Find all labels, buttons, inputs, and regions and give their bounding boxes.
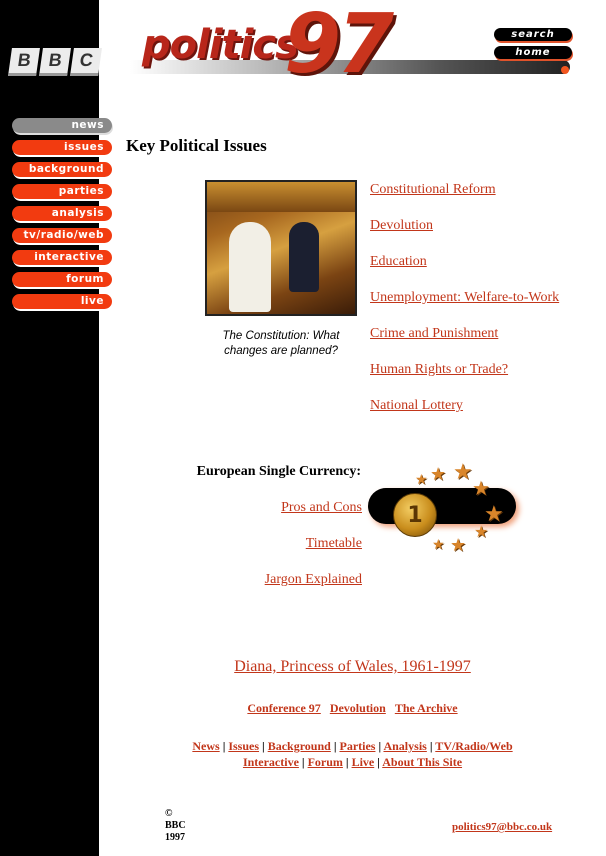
issue-link-crime[interactable]: Crime and Punishment [370, 326, 499, 341]
star-icon: ★ [415, 473, 428, 488]
bottom-link-parties[interactable]: Parties [339, 739, 376, 753]
copyright-year: 1997 [165, 832, 185, 843]
currency-link-jargon[interactable]: Jargon Explained [264, 572, 362, 587]
bbc-letter-b1: B [8, 48, 40, 76]
star-icon: ★ [484, 501, 504, 526]
copyright-owner: BBC [165, 820, 186, 831]
sub-link-archive[interactable]: The Archive [394, 701, 458, 715]
photo-caption: The Constitution: What changes are planned? [222, 330, 340, 357]
nav-tv-radio-web[interactable]: tv/radio/web [12, 228, 112, 243]
euro-coin-icon: 1 [393, 493, 437, 537]
currency-link-pros-cons[interactable]: Pros and Cons [281, 500, 362, 515]
issue-link-constitutional-reform[interactable]: Constitutional Reform [370, 182, 496, 197]
bottom-link-tv-radio-web[interactable]: TV/Radio/Web [435, 739, 513, 753]
star-icon: ★ [430, 464, 447, 484]
throne-canopy [207, 182, 357, 212]
issue-link-national-lottery[interactable]: National Lottery [370, 398, 463, 413]
star-icon: ★ [453, 459, 473, 484]
page-title: Key Political Issues [126, 136, 267, 155]
currency-heading: European Single Currency: [196, 464, 361, 479]
email-link[interactable]: politics97@bbc.co.uk [452, 821, 553, 833]
bbc-letter-b2: B [39, 48, 71, 76]
star-icon: ★ [474, 524, 489, 541]
bottom-link-news[interactable]: News [192, 739, 220, 753]
copyright-symbol: © [165, 808, 173, 819]
nav-live[interactable]: live [12, 294, 112, 309]
sub-links [99, 701, 606, 716]
issue-link-human-rights[interactable]: Human Rights or Trade? [370, 362, 509, 377]
star-icon: ★ [432, 538, 445, 553]
issue-link-unemployment[interactable]: Unemployment: Welfare-to-Work [370, 290, 560, 305]
nav-background[interactable]: background [12, 162, 112, 177]
nav-issues[interactable]: issues [12, 140, 112, 155]
bottom-link-background[interactable]: Background [267, 739, 331, 753]
star-icon: ★ [472, 478, 490, 500]
queen-figure [229, 222, 271, 312]
currency-link-timetable[interactable]: Timetable [305, 536, 362, 551]
site-logo-politics: politics [142, 22, 298, 68]
nav-interactive[interactable]: interactive [12, 250, 112, 265]
bbc-letter-c: C [70, 48, 102, 76]
duke-figure [289, 222, 319, 292]
bottom-link-analysis[interactable]: Analysis [383, 739, 427, 753]
orange-dot-icon [561, 66, 569, 74]
issue-link-devolution[interactable]: Devolution [370, 218, 433, 233]
sub-link-devolution[interactable]: Devolution [329, 701, 386, 715]
nav-analysis[interactable]: analysis [12, 206, 112, 221]
bottom-link-interactive[interactable]: Interactive [242, 755, 299, 769]
bottom-link-forum[interactable]: Forum [307, 755, 343, 769]
star-icon: ★ [450, 535, 467, 555]
sub-link-conference[interactable]: Conference 97 [247, 701, 321, 715]
issue-link-education[interactable]: Education [370, 254, 427, 269]
nav-parties[interactable]: parties [12, 184, 112, 199]
search-button[interactable]: search [494, 28, 572, 41]
nav-forum[interactable]: forum [12, 272, 112, 287]
feature-link-diana[interactable]: Diana, Princess of Wales, 1961-1997 [234, 658, 471, 675]
copyright [165, 808, 186, 844]
bottom-link-about[interactable]: About This Site [382, 755, 463, 769]
bottom-link-issues[interactable]: Issues [228, 739, 260, 753]
constitution-photo[interactable] [205, 180, 357, 316]
bbc-logo[interactable] [10, 48, 100, 76]
bottom-links-row2: Interactive | Forum | Live | About This Site [242, 755, 463, 769]
nav-news[interactable]: news [12, 118, 112, 133]
bottom-links-row1: News | Issues | Background | Parties | Analysis | TV/Radio/Web [192, 739, 513, 753]
home-button[interactable]: home [494, 46, 572, 59]
bottom-link-live[interactable]: Live [351, 755, 375, 769]
site-logo-97: 97 [284, 0, 391, 92]
